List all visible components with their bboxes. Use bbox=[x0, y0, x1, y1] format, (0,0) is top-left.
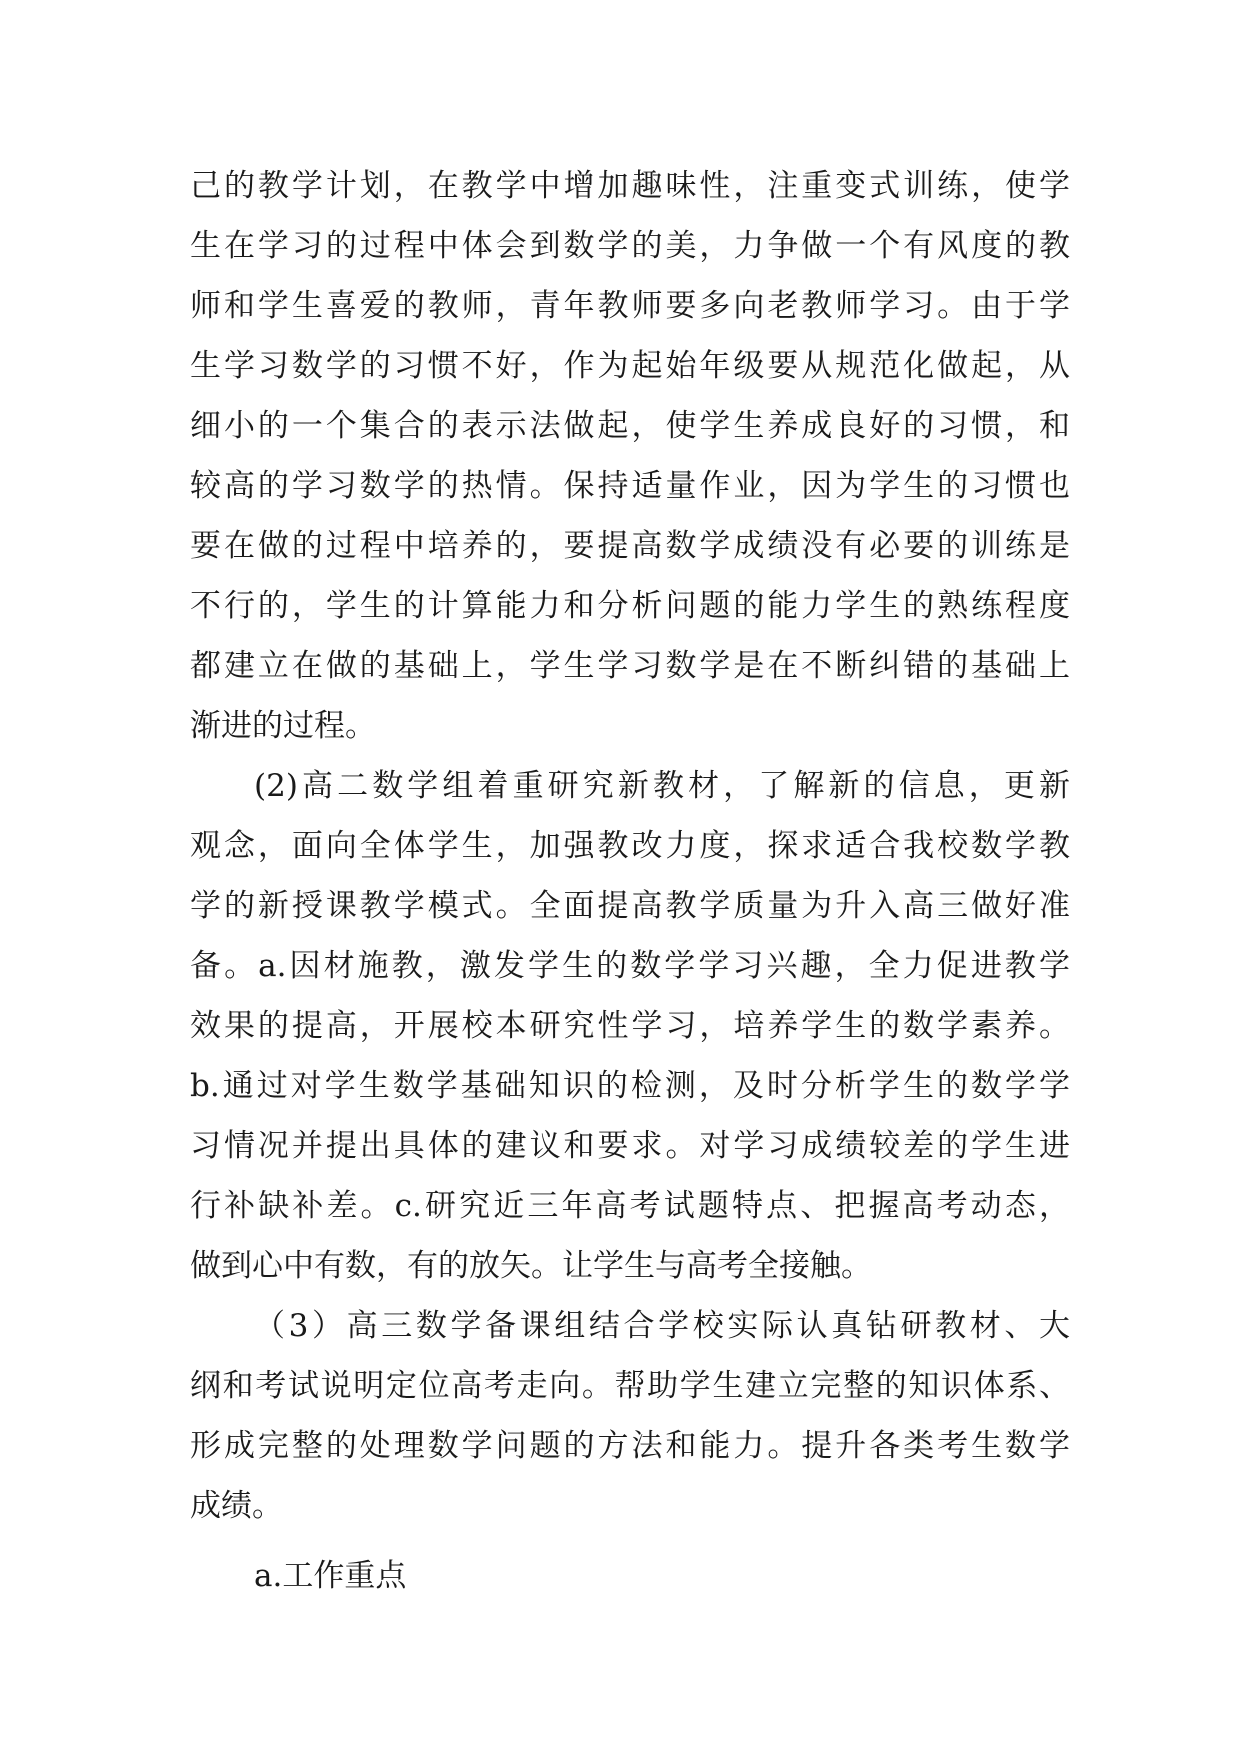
paragraph-1-line-7: 要在做的过程中培养的，要提高数学成绩没有必要的训练是 bbox=[190, 528, 1070, 564]
paragraph-1-line-4: 生学习数学的习惯不好，作为起始年级要从规范化做起，从 bbox=[190, 348, 1070, 384]
paragraph-3-line-2: 纲和考试说明定位高考走向。帮助学生建立完整的知识体系、 bbox=[190, 1368, 1070, 1404]
paragraph-1-line-9: 都建立在做的基础上，学生学习数学是在不断纠错的基础上 bbox=[190, 648, 1070, 684]
paragraph-2-line-6: b.通过对学生数学基础知识的检测，及时分析学生的数学学 bbox=[190, 1068, 1070, 1104]
paragraph-1-line-1: 己的教学计划，在教学中增加趣味性，注重变式训练，使学 bbox=[190, 168, 1070, 204]
paragraph-2-line-5: 效果的提高，开展校本研究性学习，培养学生的数学素养。 bbox=[190, 1008, 1070, 1044]
paragraph-3-line-1: （3）高三数学备课组结合学校实际认真钻研教材、大 bbox=[254, 1308, 1070, 1344]
paragraph-2-line-4: 备。a.因材施教，激发学生的数学学习兴趣，全力促进教学 bbox=[190, 948, 1070, 984]
paragraph-1-line-10: 渐进的过程。 bbox=[190, 708, 376, 744]
paragraph-1-line-5: 细小的一个集合的表示法做起，使学生养成良好的习惯，和 bbox=[190, 408, 1070, 444]
paragraph-2-line-9: 做到心中有数，有的放矢。让学生与高考全接触。 bbox=[190, 1248, 872, 1284]
paragraph-1-line-6: 较高的学习数学的热情。保持适量作业，因为学生的习惯也 bbox=[190, 468, 1070, 504]
paragraph-2-line-3: 学的新授课教学模式。全面提高教学质量为升入高三做好准 bbox=[190, 888, 1070, 924]
section-heading-work-focus: a.工作重点 bbox=[254, 1558, 407, 1594]
paragraph-3-line-4: 成绩。 bbox=[190, 1488, 283, 1524]
paragraph-1-line-2: 生在学习的过程中体会到数学的美，力争做一个有风度的教 bbox=[190, 228, 1070, 264]
paragraph-1-line-3: 师和学生喜爱的教师，青年教师要多向老教师学习。由于学 bbox=[190, 288, 1070, 324]
paragraph-2-line-7: 习情况并提出具体的建议和要求。对学习成绩较差的学生进 bbox=[190, 1128, 1070, 1164]
paragraph-2-line-8: 行补缺补差。c.研究近三年高考试题特点、把握高考动态， bbox=[190, 1188, 1070, 1224]
paragraph-2-line-1: (2)高二数学组着重研究新教材，了解新的信息，更新 bbox=[254, 768, 1070, 804]
paragraph-3-line-3: 形成完整的处理数学问题的方法和能力。提升各类考生数学 bbox=[190, 1428, 1070, 1464]
paragraph-2-line-2: 观念，面向全体学生，加强教改力度，探求适合我校数学教 bbox=[190, 828, 1070, 864]
paragraph-1-line-8: 不行的，学生的计算能力和分析问题的能力学生的熟练程度 bbox=[190, 588, 1070, 624]
